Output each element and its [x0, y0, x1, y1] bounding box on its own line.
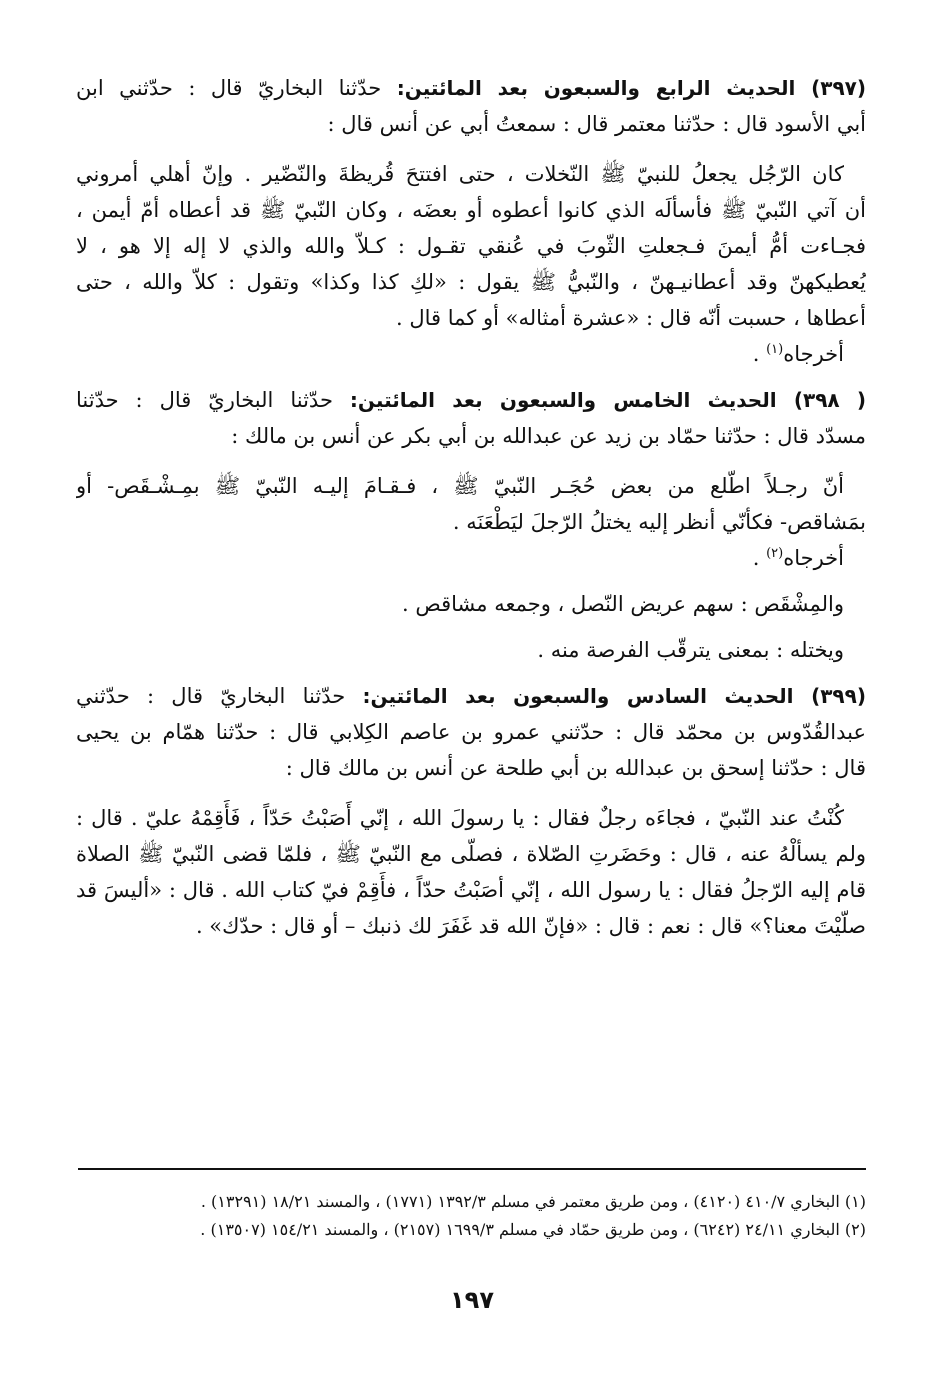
hadith-397-takhrij: [76, 336, 866, 372]
gloss-yakhtiluhu: ويختله : بمعنى يترقّب الفرصة منه .: [537, 638, 844, 662]
hadith-397-isnad-start: حدّثنا البخاريّ قال : حدّثني ابن: [76, 76, 397, 100]
hadith-398-heading: [76, 382, 866, 454]
hadith-397-heading: [76, 70, 866, 142]
hadith-399-heading: [76, 678, 866, 786]
hadith-398-takhrij-end: .: [752, 546, 767, 570]
footnote-divider: [78, 1168, 866, 1170]
hadith-397-title: (٣٩٧) الحديث الرابع والسبعون بعد المائتين:: [396, 76, 866, 100]
hadith-399-matn-line-3: قام إليه الرّجلُ فقال : يا رسول الله ، إنّي أصَبْتُ حدّاً ، فأَقِمْ فيّ كتاب الله . قال : «أليسَ قد: [76, 878, 866, 902]
page-number: ١٩٧: [450, 1286, 494, 1314]
hadith-398-title: ( ٣٩٨) الحديث الخامس والسبعون بعد المائتين:: [349, 388, 866, 412]
footnotes: [76, 1188, 866, 1244]
hadith-399-matn-line-4: صلّيْتَ معنا؟» قال : نعم : قال : «فإنّ الله قد غَفَرَ لك ذنبك – أو قال : حدّك» .: [195, 914, 866, 938]
hadith-399-title: (٣٩٩) الحديث السادس والسبعون بعد المائتين:: [362, 684, 866, 708]
page-body: [76, 62, 866, 944]
footnote-ref-2: (٢): [766, 546, 784, 561]
hadith-399-matn-line-1: كُنْتُ عند النّبيّ ، فجاءَه رجلٌ فقال : يا رسولَ الله ، إنّي أَصَبْتُ حَدّاً ، فَأَقِمْهُ عليّ . قال :: [76, 806, 844, 830]
hadith-398-takhrij: [76, 540, 866, 576]
footnote-ref-1: (١): [766, 342, 784, 357]
hadith-397-matn-line-4: يُعطيكهنّ وقد أعطانيـهنّ ، والنّبيُّ ﷺ يقول : «لكِ كذا وكذا» وتقول : كلاّ والله ، حتى: [76, 270, 866, 294]
footnote-2: (٢) البخاري ٢٤/١١ (٦٢٤٢) ، ومن طريق حمّاد في مسلم ١٦٩٩/٣ (٢١٥٧) ، والمسند ١٥٤/٢١ (١٣٥٠٧) .: [200, 1220, 866, 1239]
hadith-397-isnad-line-2: أبي الأسود قال : حدّثنا معتمر قال : سمعتُ أبي عن أنس قال :: [327, 112, 866, 136]
hadith-397-matn-line-2: أن آتي النّبيّ ﷺ فأسألَه الذي كانوا أعطوه أو بعضَه ، وكان النّبيّ ﷺ قد أعطاه أمّ أيمن ،: [76, 198, 866, 222]
hadith-397-matn: [76, 156, 866, 372]
hadith-397-matn-line-1: كان الرّجُل يجعلُ للنبيّ ﷺ النّخلات ، حتى افتتحَ قُريظةَ والنّضّير . وإنّ أهلي أمروني: [76, 162, 844, 186]
hadith-397-takhrij-end: .: [752, 342, 767, 366]
hadith-399-isnad-start: حدّثنا البخاريّ قال : حدّثني: [76, 684, 363, 708]
hadith-398-matn: [76, 468, 866, 668]
hadith-399-isnad-line-3: قال : حدّثنا إسحق بن عبدالله بن أبي طلحة عن أنس بن مالك قال :: [285, 756, 866, 780]
hadith-397-takhrij-text: أخرجاه: [783, 342, 844, 366]
hadith-398-isnad-line-2: مسدّد قال : حدّثنا حمّاد بن زيد عن عبدالله بن أبي بكر عن أنس بن مالك :: [231, 424, 866, 448]
hadith-398-matn-line-1: أنّ رجـلاً اطّلع من بعض حُجَـر النّبيّ ﷺ ، فـقـامَ إليـه النّبيّ ﷺ بمِـشْـقَص- أو: [76, 474, 844, 498]
hadith-398-takhrij-text: أخرجاه: [783, 546, 844, 570]
hadith-397-matn-line-5: أعطاها ، حسبت أنّه قال : «عشرة أمثاله» أو كما قال .: [396, 306, 866, 330]
hadith-398-isnad-start: حدّثنا البخاريّ قال : حدّثنا: [76, 388, 350, 412]
hadith-398-matn-line-2: بمَشاقص- فكأنّي أنظر إليه يختلُ الرّجلَ ليَطْعَنَه .: [452, 510, 866, 534]
hadith-399-matn-line-2: ولم يسألْهُ عنه ، قال : وحَضَرتِ الصّلاة ، فصلّى مع النّبيّ ﷺ ، فلمّا قضى النّبيّ ﷺ الصلاة: [76, 842, 866, 866]
footnote-1: (١) البخاري ٤١٠/٧ (٤١٢٠) ، ومن طريق معتمر في مسلم ١٣٩٢/٣ (١٧٧١) ، والمسند ١٨/٢١ (١٣٢٩١) .: [200, 1192, 866, 1211]
gloss-mishqas: والمِشْقَص : سهم عريض النّصل ، وجمعه مشاقص .: [402, 592, 844, 616]
hadith-397-matn-line-3: فجـاءت أمُّ أيمنَ فـجعلتِ الثّوبَ في عُنقي تقـول : كـلاّ والله والذي لا إله إلا هو ، لا: [76, 234, 866, 258]
hadith-399-matn: [76, 800, 866, 944]
hadith-399-isnad-line-2: عبدالقُدّوس بن محمّد قال : حدّثني عمرو بن عاصم الكِلابي قال : حدّثنا همّام بن يحيى: [76, 720, 866, 744]
